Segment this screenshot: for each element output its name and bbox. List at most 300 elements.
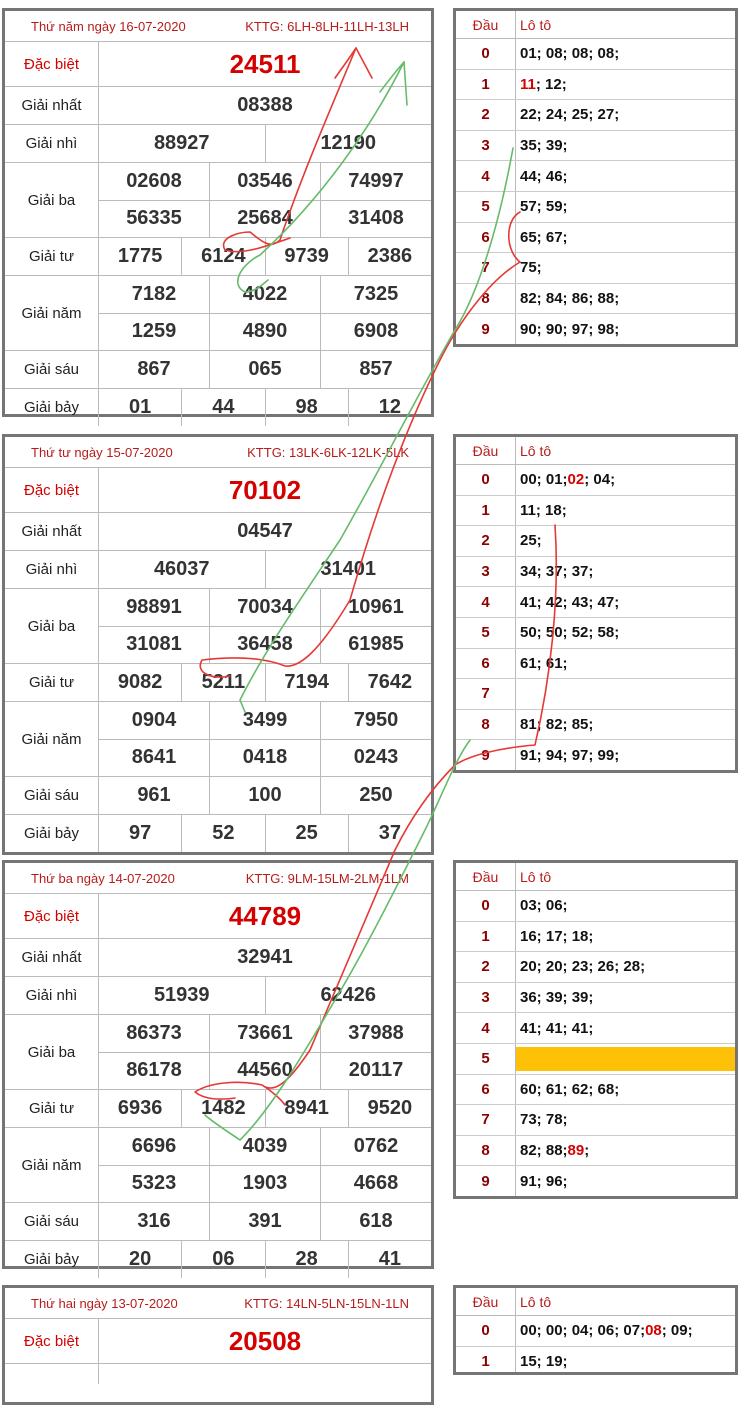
loto-text: 03; 06; xyxy=(520,897,568,915)
loto-head-digit: 4 xyxy=(456,161,516,191)
prize-number: 618 xyxy=(359,1210,393,1232)
prize-number: 9520 xyxy=(367,1097,413,1119)
loto-text: 36; 39; 39; xyxy=(520,989,594,1007)
prize-row xyxy=(5,664,431,702)
prize-label xyxy=(5,1364,99,1384)
prize-line xyxy=(99,389,431,426)
loto-text: 22; 24; 25; 27; xyxy=(520,106,620,124)
prize-number: 7642 xyxy=(367,671,413,693)
prize-number: 86373 xyxy=(99,1015,210,1052)
loto-values xyxy=(516,618,735,648)
prize-line xyxy=(99,1203,431,1240)
loto-values xyxy=(516,100,735,130)
prize-line xyxy=(99,1241,431,1278)
prize-number: 36458 xyxy=(210,627,321,664)
draw-date: Thứ hai ngày 13-07-2020 xyxy=(31,1295,178,1311)
loto-values xyxy=(516,253,735,283)
prize-row xyxy=(5,238,431,276)
prize-label: Giải ba xyxy=(5,589,99,663)
prize-number: 250 xyxy=(359,784,393,806)
prize-number: 44 xyxy=(182,389,265,426)
results-header xyxy=(5,11,431,42)
prize-line xyxy=(99,977,431,1014)
prize-row xyxy=(5,125,431,163)
prize-line xyxy=(99,589,431,627)
prize-number: 01 xyxy=(99,389,182,426)
loto-table xyxy=(453,8,738,347)
loto-head-col: Đầu xyxy=(456,11,516,38)
loto-values xyxy=(516,1166,735,1196)
loto-values xyxy=(516,679,735,709)
loto-header xyxy=(456,437,735,465)
prize-line xyxy=(99,276,431,314)
loto-head-digit: 6 xyxy=(456,223,516,253)
prize-number: 6696 xyxy=(99,1128,210,1165)
prize-number: 37988 xyxy=(348,1021,404,1044)
loto-text: 82; 84; 86; 88; xyxy=(520,290,620,308)
prize-number: 41 xyxy=(378,1248,401,1270)
prize-numbers xyxy=(99,42,431,86)
prize-number: 12190 xyxy=(320,132,377,154)
prize-line xyxy=(99,939,431,976)
prize-label: Đặc biệt xyxy=(5,1319,99,1363)
loto-text: 61; 61; xyxy=(520,654,568,672)
prize-line xyxy=(99,468,431,512)
prize-number: 31408 xyxy=(348,207,404,230)
loto-head-digit: 1 xyxy=(456,922,516,952)
loto-values xyxy=(516,526,735,556)
prize-number: 391 xyxy=(210,1203,321,1240)
prize-number: 8641 xyxy=(99,740,210,777)
prize-row xyxy=(5,276,431,351)
loto-values xyxy=(516,740,735,770)
loto-row xyxy=(456,983,735,1014)
prize-number: 961 xyxy=(99,777,210,814)
loto-head-digit: 2 xyxy=(456,526,516,556)
prize-number: 20117 xyxy=(348,1059,404,1082)
prize-line xyxy=(99,815,431,852)
prize-number: 12 xyxy=(378,396,401,418)
prize-number: 98 xyxy=(266,389,349,426)
prize-label: Giải nhì xyxy=(5,125,99,162)
prize-numbers xyxy=(99,1241,431,1278)
loto-text: 44; 46; xyxy=(520,167,568,185)
special-number: 70102 xyxy=(228,474,302,505)
prize-label: Giải nhất xyxy=(5,87,99,124)
prize-label: Đặc biệt xyxy=(5,468,99,512)
prize-label: Giải sáu xyxy=(5,1203,99,1240)
prize-number: 86178 xyxy=(99,1053,210,1090)
loto-text: 91; 94; 97; 99; xyxy=(520,746,620,764)
loto-row xyxy=(456,649,735,680)
prize-row xyxy=(5,1319,431,1364)
loto-row xyxy=(456,39,735,70)
loto-values xyxy=(516,1316,735,1346)
loto-values xyxy=(516,1013,735,1043)
loto-row xyxy=(456,526,735,557)
prize-row xyxy=(5,87,431,125)
prize-row xyxy=(5,1128,431,1203)
prize-label: Giải nhất xyxy=(5,513,99,550)
loto-text: 91; 96; xyxy=(520,1172,568,1190)
prize-number: 6124 xyxy=(182,238,265,275)
loto-values xyxy=(516,39,735,69)
prize-row xyxy=(5,42,431,87)
prize-number: 7950 xyxy=(353,708,399,731)
kttg-label: KTTG: 13LK-6LK-12LK-5LK xyxy=(247,444,409,460)
loto-values xyxy=(516,70,735,100)
prize-number: 10961 xyxy=(348,595,404,618)
loto-table xyxy=(453,860,738,1199)
prize-number: 04547 xyxy=(237,520,293,542)
loto-head-digit: 4 xyxy=(456,587,516,617)
loto-highlight: 11 xyxy=(520,75,536,93)
prize-number: 8941 xyxy=(266,1090,349,1127)
loto-text: 65; 67; xyxy=(520,228,568,246)
results-header xyxy=(5,437,431,468)
prize-number: 37 xyxy=(378,822,401,844)
loto-text: 34; 37; 37; xyxy=(520,563,594,581)
prize-line xyxy=(99,163,431,201)
loto-head-digit: 0 xyxy=(456,465,516,495)
prize-number: 6908 xyxy=(353,320,399,343)
loto-head-digit: 1 xyxy=(456,496,516,526)
prize-row xyxy=(5,513,431,551)
prize-number: 56335 xyxy=(99,201,210,238)
loto-row xyxy=(456,161,735,192)
prize-number: 1903 xyxy=(210,1166,321,1203)
prize-number: 1482 xyxy=(182,1090,265,1127)
loto-head-col: Đầu xyxy=(456,863,516,890)
loto-values-col: Lô tô xyxy=(520,16,552,33)
loto-values xyxy=(516,710,735,740)
prize-line xyxy=(99,894,431,938)
loto-values-col: Lô tô xyxy=(520,1293,552,1310)
prize-number: 6936 xyxy=(99,1090,182,1127)
loto-text: 57; 59; xyxy=(520,198,568,216)
loto-head-digit: 2 xyxy=(456,100,516,130)
loto-values xyxy=(516,496,735,526)
draw-date: Thứ năm ngày 16-07-2020 xyxy=(31,18,186,34)
prize-row xyxy=(5,389,431,426)
loto-text: 01; 08; 08; 08; xyxy=(520,45,620,63)
prize-number: 20 xyxy=(99,1241,182,1278)
prize-label: Giải nhì xyxy=(5,977,99,1014)
loto-row xyxy=(456,70,735,101)
prize-numbers xyxy=(99,1319,431,1363)
prize-numbers xyxy=(99,815,431,852)
loto-table xyxy=(453,434,738,773)
loto-values xyxy=(516,223,735,253)
loto-head-digit: 1 xyxy=(456,70,516,100)
prize-numbers xyxy=(99,664,431,701)
prize-numbers xyxy=(99,1015,431,1089)
loto-row xyxy=(456,922,735,953)
results-header xyxy=(5,1288,431,1319)
prize-number: 5211 xyxy=(182,664,265,701)
loto-values xyxy=(516,922,735,952)
prize-line xyxy=(99,702,431,740)
prize-row xyxy=(5,777,431,815)
loto-head-digit: 9 xyxy=(456,314,516,344)
loto-head-digit: 5 xyxy=(456,1044,516,1074)
loto-values xyxy=(516,1047,735,1071)
loto-head-digit: 3 xyxy=(456,983,516,1013)
prize-line xyxy=(99,740,431,777)
loto-header xyxy=(456,1288,735,1316)
prize-row xyxy=(5,977,431,1015)
prize-label: Giải bảy xyxy=(5,1241,99,1278)
prize-line xyxy=(99,351,431,388)
prize-number: 62426 xyxy=(320,984,377,1006)
prize-number: 1259 xyxy=(99,314,210,351)
prize-row xyxy=(5,939,431,977)
loto-row xyxy=(456,891,735,922)
prize-line xyxy=(99,1166,431,1203)
prize-number: 31401 xyxy=(320,558,377,580)
prize-number: 100 xyxy=(210,777,321,814)
loto-row xyxy=(456,314,735,344)
prize-line xyxy=(99,125,431,162)
loto-row xyxy=(456,1044,735,1075)
prize-label: Giải năm xyxy=(5,702,99,776)
prize-numbers xyxy=(99,1128,431,1202)
prize-line xyxy=(99,201,431,238)
loto-text: 15; 19; xyxy=(520,1352,568,1370)
prize-label: Giải tư xyxy=(5,1090,99,1127)
prize-numbers xyxy=(99,238,431,275)
results-table xyxy=(2,434,434,855)
prize-number: 70034 xyxy=(210,589,321,626)
loto-head-digit: 0 xyxy=(456,1316,516,1346)
loto-head-digit: 7 xyxy=(456,1105,516,1135)
loto-values-col: Lô tô xyxy=(520,868,552,885)
loto-text: 90; 90; 97; 98; xyxy=(520,320,620,338)
prize-row xyxy=(5,702,431,777)
loto-head-col: Đầu xyxy=(456,437,516,464)
prize-line xyxy=(99,314,431,351)
prize-number: 74997 xyxy=(348,169,404,192)
prize-numbers xyxy=(99,351,431,388)
loto-head-digit: 5 xyxy=(456,192,516,222)
prize-number: 52 xyxy=(182,815,265,852)
prize-row xyxy=(5,1015,431,1090)
loto-values xyxy=(516,649,735,679)
prize-number: 88927 xyxy=(99,125,266,162)
prize-number: 46037 xyxy=(99,551,266,588)
loto-head-digit: 7 xyxy=(456,679,516,709)
prize-label: Giải sáu xyxy=(5,777,99,814)
loto-values xyxy=(516,587,735,617)
prize-label: Giải năm xyxy=(5,1128,99,1202)
prize-number: 4890 xyxy=(210,314,321,351)
prize-label: Giải bảy xyxy=(5,389,99,426)
prize-number: 316 xyxy=(99,1203,210,1240)
prize-number: 51939 xyxy=(99,977,266,1014)
prize-number: 31081 xyxy=(99,627,210,664)
loto-head-digit: 3 xyxy=(456,557,516,587)
prize-number: 9082 xyxy=(99,664,182,701)
prize-label: Đặc biệt xyxy=(5,894,99,938)
loto-text: 81; 82; 85; xyxy=(520,716,594,734)
prize-number: 25684 xyxy=(210,201,321,238)
loto-head-digit: 4 xyxy=(456,1013,516,1043)
prize-label: Giải bảy xyxy=(5,815,99,852)
prize-label: Giải sáu xyxy=(5,351,99,388)
loto-row xyxy=(456,223,735,254)
draw-date: Thứ ba ngày 14-07-2020 xyxy=(31,870,175,886)
prize-numbers xyxy=(99,977,431,1014)
loto-head-digit: 0 xyxy=(456,891,516,921)
prize-row xyxy=(5,468,431,513)
loto-row xyxy=(456,465,735,496)
prize-number: 7325 xyxy=(353,282,399,305)
prize-line xyxy=(99,1090,431,1127)
prize-number: 0904 xyxy=(99,702,210,739)
prize-label: Đặc biệt xyxy=(5,42,99,86)
prize-row xyxy=(5,551,431,589)
prize-line xyxy=(99,513,431,550)
loto-head-digit: 9 xyxy=(456,1166,516,1196)
loto-values xyxy=(516,314,735,344)
prize-number: 7182 xyxy=(99,276,210,313)
prize-number: 9739 xyxy=(266,238,349,275)
loto-values xyxy=(516,284,735,314)
loto-text: 50; 50; 52; 58; xyxy=(520,624,620,642)
loto-values xyxy=(516,1075,735,1105)
results-table xyxy=(2,8,434,417)
prize-row xyxy=(5,894,431,939)
kttg-label: KTTG: 6LH-8LH-11LH-13LH xyxy=(245,18,409,34)
loto-text: 75; xyxy=(520,259,542,277)
loto-row xyxy=(456,496,735,527)
prize-row xyxy=(5,163,431,238)
prize-numbers xyxy=(99,894,431,938)
results-table xyxy=(2,860,434,1269)
prize-line xyxy=(99,1053,431,1090)
prize-number: 065 xyxy=(210,351,321,388)
loto-values xyxy=(516,161,735,191)
prize-number: 44560 xyxy=(210,1053,321,1090)
prize-number: 08388 xyxy=(237,94,293,116)
loto-values xyxy=(516,891,735,921)
loto-text: 35; 39; xyxy=(520,137,568,155)
loto-head-col: Đầu xyxy=(456,1288,516,1315)
loto-highlight: 89 xyxy=(567,1142,585,1160)
loto-row xyxy=(456,1136,735,1167)
prize-numbers xyxy=(99,939,431,976)
loto-highlight: 08 xyxy=(645,1322,662,1340)
prize-number: 4668 xyxy=(353,1172,399,1195)
loto-text: 73; 78; xyxy=(520,1111,568,1129)
loto-head-digit: 0 xyxy=(456,39,516,69)
loto-text: 60; 61; 62; 68; xyxy=(520,1080,620,1098)
prize-line xyxy=(99,87,431,124)
loto-text: 82; 88; xyxy=(520,1142,568,1160)
loto-head-digit: 9 xyxy=(456,740,516,770)
prize-row xyxy=(5,1241,431,1278)
loto-values xyxy=(516,1105,735,1135)
prize-number: 25 xyxy=(266,815,349,852)
loto-head-digit: 1 xyxy=(456,1347,516,1375)
prize-number: 06 xyxy=(182,1241,265,1278)
prize-row xyxy=(5,1090,431,1128)
loto-row xyxy=(456,1166,735,1196)
prize-line xyxy=(99,1128,431,1166)
prize-number: 857 xyxy=(359,358,393,380)
loto-text: 20; 20; 23; 26; 28; xyxy=(520,958,646,976)
prize-row xyxy=(5,589,431,664)
prize-line xyxy=(99,238,431,275)
loto-row xyxy=(456,952,735,983)
loto-text: 11; 18; xyxy=(520,501,567,519)
prize-number: 4039 xyxy=(210,1128,321,1165)
loto-highlight: 02 xyxy=(567,471,585,489)
loto-table xyxy=(453,1285,738,1375)
loto-values xyxy=(516,131,735,161)
loto-text: 00; 01; xyxy=(520,471,568,489)
prize-numbers xyxy=(99,87,431,124)
loto-text: 41; 42; 43; 47; xyxy=(520,593,620,611)
prize-number: 73661 xyxy=(210,1015,321,1052)
prize-number: 5323 xyxy=(99,1166,210,1203)
prize-numbers xyxy=(99,1090,431,1127)
loto-header xyxy=(456,863,735,891)
prize-numbers xyxy=(99,551,431,588)
loto-row xyxy=(456,710,735,741)
loto-values xyxy=(516,1136,735,1166)
prize-number: 2386 xyxy=(367,245,413,267)
prize-line xyxy=(99,627,431,664)
prize-row xyxy=(5,815,431,852)
loto-row xyxy=(456,740,735,770)
prize-number: 98891 xyxy=(99,589,210,626)
loto-header xyxy=(456,11,735,39)
prize-number: 867 xyxy=(99,351,210,388)
loto-text: 00; 00; 04; 06; 07; xyxy=(520,1322,646,1340)
prize-row xyxy=(5,1203,431,1241)
loto-text: ; 04; xyxy=(584,471,616,489)
loto-text: ; 12; xyxy=(535,75,567,93)
loto-row xyxy=(456,1013,735,1044)
prize-label: Giải tư xyxy=(5,238,99,275)
loto-head-digit: 8 xyxy=(456,284,516,314)
loto-row xyxy=(456,1316,735,1347)
loto-head-digit: 8 xyxy=(456,710,516,740)
loto-values xyxy=(516,952,735,982)
prize-row xyxy=(5,1364,431,1384)
special-number: 24511 xyxy=(229,48,301,79)
draw-date: Thứ tư ngày 15-07-2020 xyxy=(31,444,173,460)
prize-number: 97 xyxy=(99,815,182,852)
prize-number: 7194 xyxy=(266,664,349,701)
loto-text: 25; xyxy=(520,532,542,550)
prize-line xyxy=(99,664,431,701)
prize-label: Giải nhì xyxy=(5,551,99,588)
loto-row xyxy=(456,253,735,284)
special-number: 44789 xyxy=(228,900,302,931)
loto-head-digit: 7 xyxy=(456,253,516,283)
prize-numbers xyxy=(99,389,431,426)
prize-row xyxy=(5,351,431,389)
loto-head-digit: 2 xyxy=(456,952,516,982)
prize-numbers xyxy=(99,702,431,776)
prize-line xyxy=(99,42,431,86)
loto-row xyxy=(456,1347,735,1375)
results-header xyxy=(5,863,431,894)
prize-number: 0243 xyxy=(353,746,399,769)
loto-row xyxy=(456,192,735,223)
